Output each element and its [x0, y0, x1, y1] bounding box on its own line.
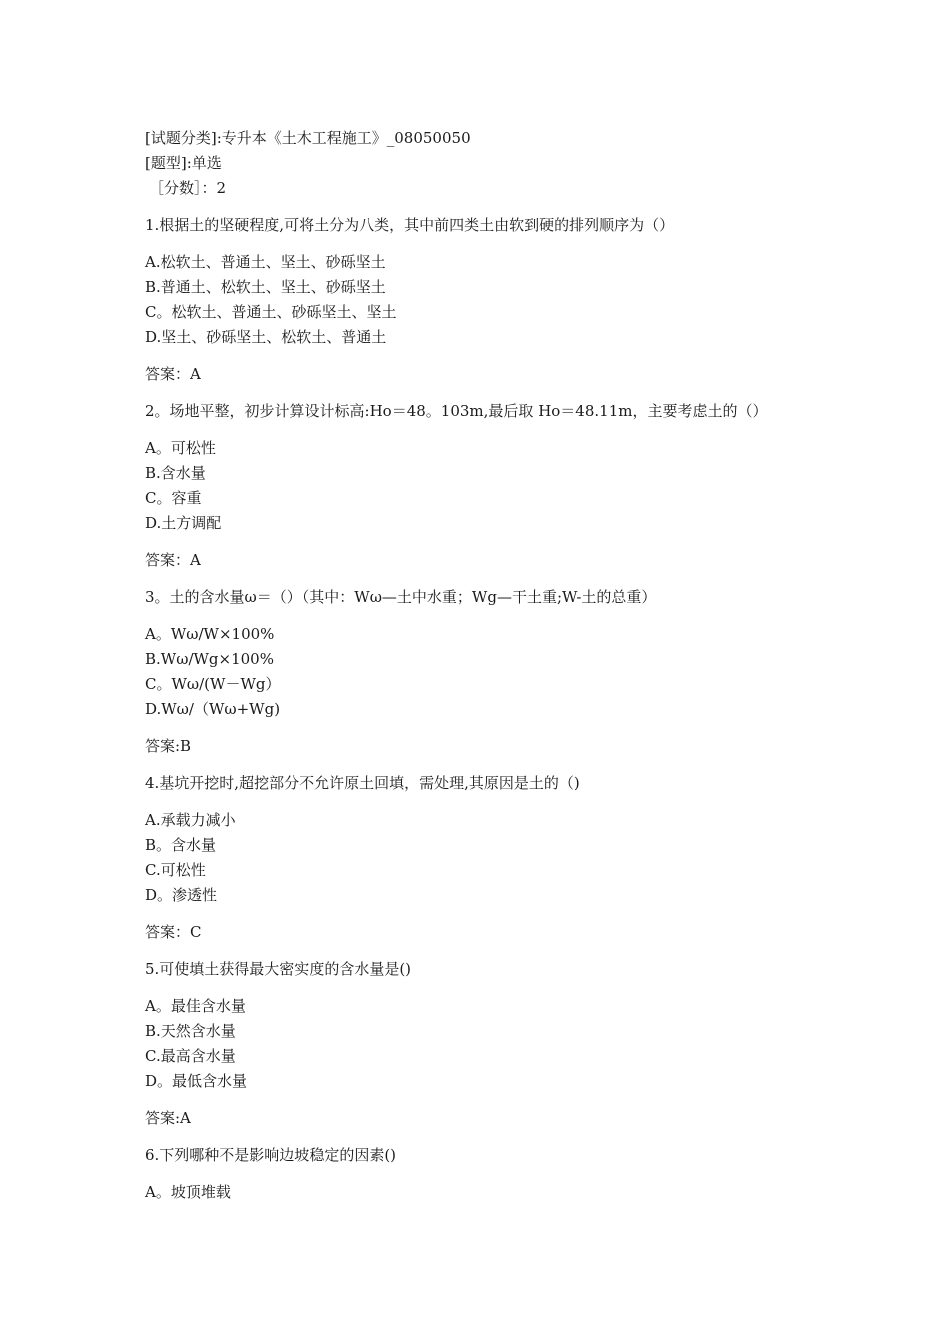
- option-item: B.Wω/Wg×100%: [145, 650, 274, 668]
- option-item: A.松软土、普通土、坚土、砂砾坚土: [145, 253, 386, 271]
- option-item: B.天然含水量: [145, 1022, 236, 1040]
- question-text: 5.可使填土获得最大密实度的含水量是(): [145, 960, 412, 978]
- option-item: D.Wω/（Wω+Wg): [145, 700, 281, 718]
- option-item: A。Wω/W×100%: [145, 625, 275, 643]
- option-item: C。容重: [145, 489, 202, 507]
- option-item: D。最低含水量: [145, 1072, 248, 1090]
- score-line: ［分数］：2: [149, 179, 227, 197]
- option-item: C。松软土、普通土、砂砾坚土、坚土: [145, 303, 397, 321]
- question-type-line: [题型]:单选: [145, 154, 222, 172]
- question-text: 6.下列哪种不是影响边坡稳定的因素(): [145, 1146, 397, 1164]
- category-line: [试题分类]:专升本《土木工程施工》_08050050: [145, 129, 471, 147]
- option-item: B.普通土、松软土、坚土、砂砾坚土: [145, 278, 386, 296]
- answer-line: 答案:A: [145, 1109, 191, 1127]
- answer-line: 答案：A: [145, 551, 201, 569]
- option-item: A。可松性: [145, 439, 216, 457]
- question-text: 1.根据土的坚硬程度,可将土分为八类，其中前四类土由软到硬的排列顺序为（）: [145, 216, 675, 234]
- answer-line: 答案：A: [145, 365, 201, 383]
- question-text: 4.基坑开挖时,超挖部分不允许原土回填，需处理,其原因是土的（): [145, 774, 580, 792]
- answer-line: 答案:B: [145, 737, 192, 755]
- option-item: D.坚土、砂砾坚土、松软土、普通土: [145, 328, 387, 346]
- option-item: A。坡顶堆载: [145, 1183, 231, 1201]
- option-item: C.可松性: [145, 861, 206, 879]
- answer-line: 答案：C: [145, 923, 202, 941]
- option-item: C。Wω/(W－Wg）: [145, 675, 281, 693]
- document-content: [145, 126, 825, 1205]
- option-item: A.承载力减小: [145, 811, 236, 829]
- option-item: D。渗透性: [145, 886, 218, 904]
- option-item: D.土方调配: [145, 514, 222, 532]
- question-text: 2。场地平整，初步计算设计标高:Ho＝48。103m,最后取 Ho＝48.11m，主要考虑土的（）: [145, 402, 768, 420]
- option-item: C.最高含水量: [145, 1047, 236, 1065]
- question-text: 3。土的含水量ω＝（）（其中：Wω—土中水重；Wg—干土重;W-土的总重）: [145, 588, 657, 606]
- option-item: B.含水量: [145, 464, 206, 482]
- option-item: B。含水量: [145, 836, 217, 854]
- option-item: A。最佳含水量: [145, 997, 246, 1015]
